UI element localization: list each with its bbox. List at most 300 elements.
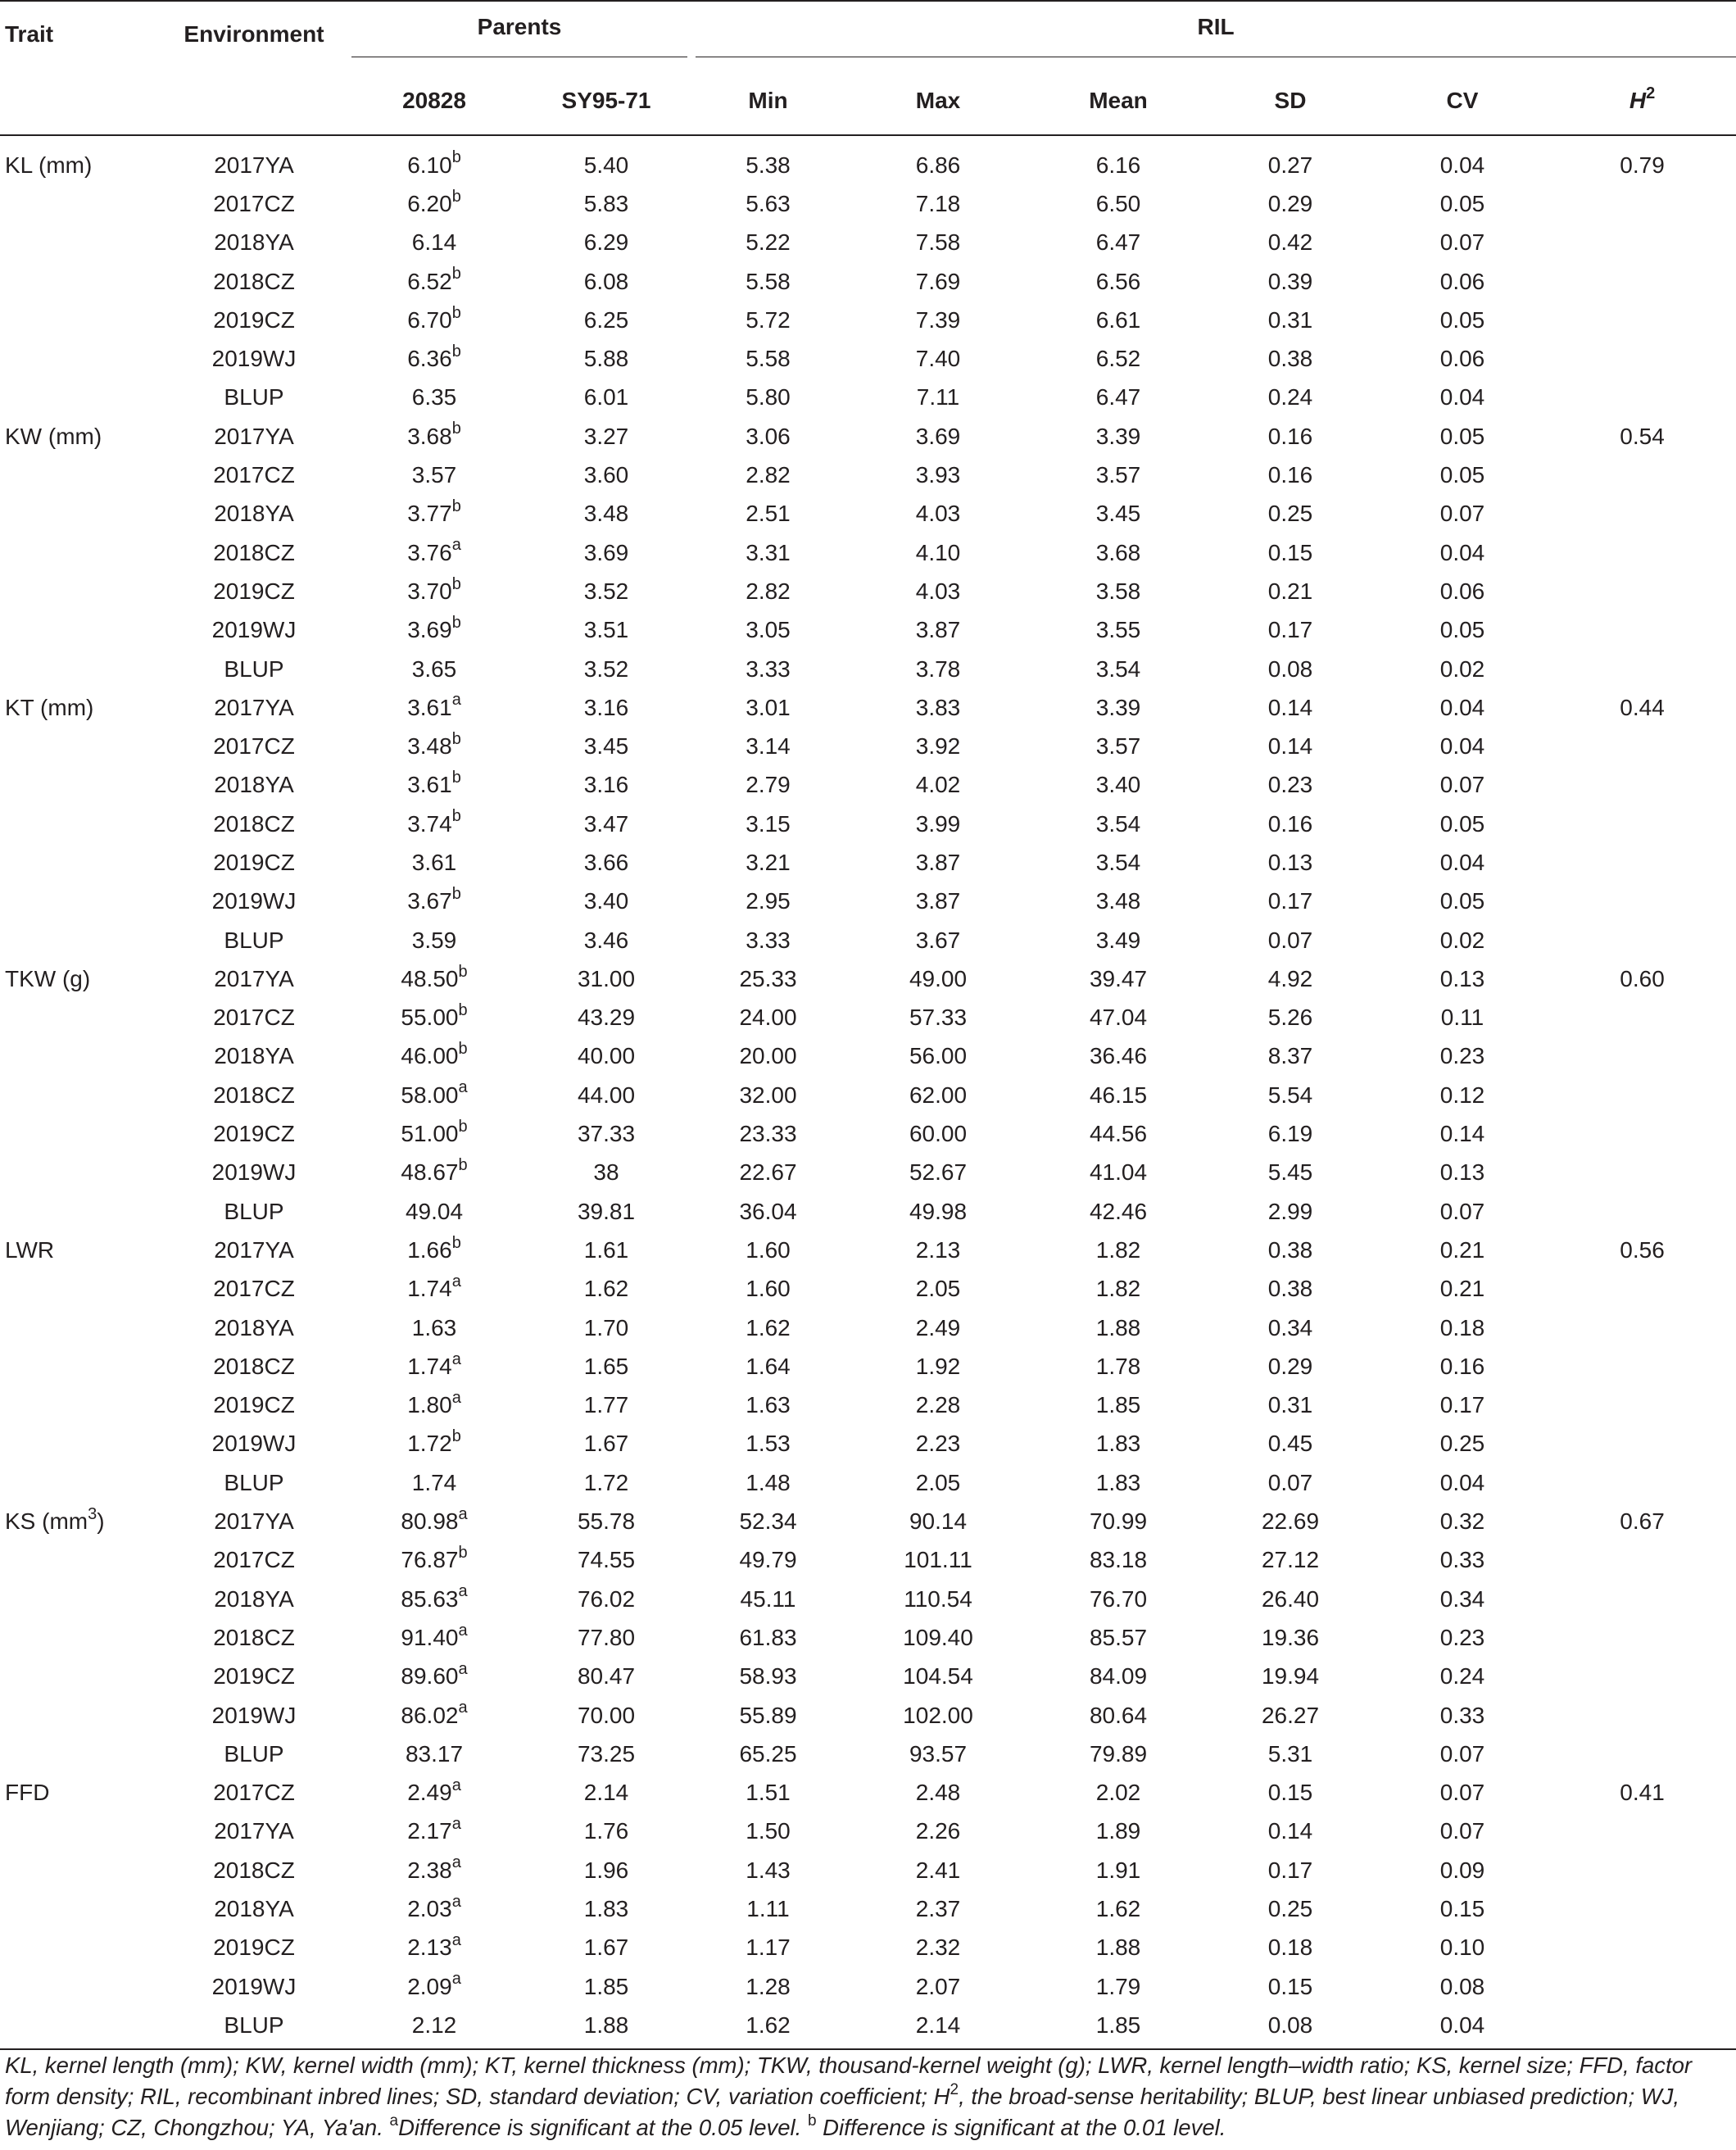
cell-p2 — [520, 999, 692, 1037]
value-p2: 5.83 — [583, 190, 629, 216]
value-cv: 0.16 — [1439, 1353, 1485, 1379]
cell-p2 — [520, 688, 692, 727]
cell-trait — [0, 1618, 160, 1657]
cell-h2 — [1548, 135, 1736, 184]
value-max: 3.99 — [915, 810, 961, 837]
value-min: 1.43 — [746, 1857, 791, 1883]
cell-h2 — [1548, 1076, 1736, 1114]
cell-p1 — [348, 611, 520, 650]
trait-label: KW (mm) — [5, 423, 102, 449]
value-p1: 3.69 — [407, 617, 452, 643]
value-max: 7.58 — [915, 229, 961, 256]
table-row — [0, 379, 1736, 417]
value-sd: 5.31 — [1267, 1740, 1313, 1767]
cell-trait — [0, 727, 160, 765]
cell-h2 — [1548, 999, 1736, 1037]
cell-max — [844, 766, 1032, 805]
cell-sd — [1204, 1114, 1376, 1153]
value-p2: 1.67 — [583, 1935, 629, 1961]
cell-p1 — [348, 1231, 520, 1269]
cell-mean — [1032, 1114, 1204, 1153]
value-sd: 0.08 — [1267, 2012, 1313, 2038]
cell-p1 — [348, 1929, 520, 1967]
table-row — [0, 456, 1736, 494]
cell-cv — [1376, 999, 1548, 1037]
cell-cv — [1376, 533, 1548, 572]
value-min: 58.93 — [739, 1663, 797, 1690]
cell-max — [844, 727, 1032, 765]
cell-max — [844, 1425, 1032, 1463]
cell-h2 — [1548, 1658, 1736, 1696]
value-cv: 0.25 — [1439, 1431, 1485, 1457]
cell-mean — [1032, 301, 1204, 339]
cell-min — [692, 1929, 844, 1967]
value-p1: 1.80 — [407, 1392, 452, 1418]
cell-h2 — [1548, 766, 1736, 805]
cell-max — [844, 1812, 1032, 1851]
cell-h2 — [1548, 843, 1736, 882]
cell-p2 — [520, 1696, 692, 1735]
value-max: 1.92 — [915, 1353, 961, 1379]
value-mean: 1.82 — [1095, 1276, 1141, 1302]
significance-superscript: b — [451, 265, 461, 283]
cell-p2 — [520, 959, 692, 998]
cell-trait — [0, 1851, 160, 1889]
cell-p2 — [520, 1154, 692, 1192]
value-p2: 1.67 — [583, 1431, 629, 1457]
header-sd: SD — [1204, 67, 1376, 135]
cell-env — [160, 1037, 348, 1076]
cell-min — [692, 224, 844, 262]
significance-superscript: b — [458, 1156, 468, 1175]
cell-cv — [1376, 379, 1548, 417]
significance-superscript: b — [458, 1117, 468, 1136]
value-mean: 3.68 — [1095, 539, 1141, 565]
cell-env — [160, 611, 348, 650]
value-p2: 3.16 — [583, 772, 629, 798]
cell-mean — [1032, 533, 1204, 572]
value-min: 3.15 — [746, 810, 791, 837]
cell-mean — [1032, 1231, 1204, 1269]
value-p1: 3.48 — [407, 733, 452, 760]
value-p1: 2.38 — [407, 1857, 452, 1883]
cell-sd — [1204, 1851, 1376, 1889]
cell-min — [692, 1851, 844, 1889]
value-mean: 3.54 — [1095, 849, 1141, 875]
value-p1: 2.49 — [407, 1780, 452, 1806]
cell-mean — [1032, 417, 1204, 456]
value-mean: 3.57 — [1095, 733, 1141, 760]
cell-p1 — [348, 1618, 520, 1657]
cell-max — [844, 1735, 1032, 1773]
value-h2: 0.56 — [1620, 1236, 1665, 1263]
cell-p2 — [520, 533, 692, 572]
table-row — [0, 1270, 1736, 1309]
value-min: 45.11 — [740, 1585, 796, 1612]
cell-h2 — [1548, 1347, 1736, 1386]
significance-superscript: b — [451, 303, 461, 322]
cell-p1 — [348, 1347, 520, 1386]
value-min: 3.14 — [746, 733, 791, 760]
cell-h2 — [1548, 1967, 1736, 2006]
value-max: 6.86 — [915, 152, 961, 178]
header-mean: Mean — [1032, 67, 1204, 135]
cell-h2 — [1548, 533, 1736, 572]
cell-cv — [1376, 1309, 1548, 1347]
cell-h2 — [1548, 1231, 1736, 1269]
cell-min — [692, 184, 844, 223]
cell-mean — [1032, 1812, 1204, 1851]
cell-min — [692, 1889, 844, 1928]
cell-trait — [0, 224, 160, 262]
cell-sd — [1204, 921, 1376, 959]
cell-max — [844, 882, 1032, 921]
value-mean: 2.02 — [1095, 1780, 1141, 1806]
cell-max — [844, 495, 1032, 533]
value-p2: 3.52 — [583, 578, 629, 604]
cell-p1 — [348, 1463, 520, 1502]
value-sd: 0.29 — [1267, 1353, 1313, 1379]
cell-h2 — [1548, 1502, 1736, 1540]
cell-cv — [1376, 1425, 1548, 1463]
value-sd: 0.15 — [1267, 1780, 1313, 1806]
cell-h2 — [1548, 1696, 1736, 1735]
cell-env — [160, 1192, 348, 1231]
cell-p2 — [520, 1851, 692, 1889]
value-max: 7.18 — [915, 190, 961, 216]
cell-trait — [0, 417, 160, 456]
significance-superscript: a — [458, 1621, 468, 1640]
cell-cv — [1376, 224, 1548, 262]
value-p1: 1.74 — [407, 1353, 452, 1379]
value-p1: 6.14 — [411, 229, 457, 256]
cell-env — [160, 766, 348, 805]
cell-mean — [1032, 1889, 1204, 1928]
value-mean: 3.48 — [1095, 888, 1141, 914]
cell-mean — [1032, 1270, 1204, 1309]
value-mean: 80.64 — [1089, 1702, 1148, 1728]
trait-label: KL (mm) — [5, 152, 93, 178]
cell-p2 — [520, 1541, 692, 1580]
cell-min — [692, 1812, 844, 1851]
cell-min — [692, 1270, 844, 1309]
cell-max — [844, 1154, 1032, 1192]
cell-p1 — [348, 533, 520, 572]
cell-trait — [0, 1463, 160, 1502]
value-mean: 1.83 — [1095, 1431, 1141, 1457]
significance-superscript: b — [451, 574, 461, 593]
cell-env — [160, 1929, 348, 1967]
trait-label: TKW (g) — [5, 965, 91, 991]
value-cv: 0.07 — [1439, 1818, 1485, 1844]
cell-min — [692, 1580, 844, 1618]
cell-cv — [1376, 843, 1548, 882]
cell-p1 — [348, 805, 520, 843]
value-env: 2017YA — [214, 1818, 294, 1844]
cell-sd — [1204, 2006, 1376, 2048]
value-cv: 0.04 — [1439, 152, 1485, 178]
cell-mean — [1032, 339, 1204, 378]
cell-p1 — [348, 1270, 520, 1309]
cell-env — [160, 2006, 348, 2048]
cell-min — [692, 650, 844, 688]
cell-max — [844, 1270, 1032, 1309]
cell-p2 — [520, 184, 692, 223]
value-env: 2019CZ — [213, 1392, 295, 1418]
value-env: 2019WJ — [211, 1159, 297, 1186]
cell-max — [844, 1967, 1032, 2006]
value-p1: 2.13 — [407, 1935, 452, 1961]
cell-mean — [1032, 495, 1204, 533]
value-sd: 0.45 — [1267, 1431, 1313, 1457]
cell-env — [160, 224, 348, 262]
cell-env — [160, 262, 348, 301]
cell-trait — [0, 1735, 160, 1773]
cell-mean — [1032, 135, 1204, 184]
cell-env — [160, 1114, 348, 1153]
cell-mean — [1032, 1658, 1204, 1696]
value-p2: 3.45 — [583, 733, 629, 760]
cell-p2 — [520, 611, 692, 650]
cell-min — [692, 1463, 844, 1502]
cell-cv — [1376, 339, 1548, 378]
value-mean: 1.88 — [1095, 1314, 1141, 1340]
footnote-text-2: , the broad-sense heritability; BLUP, best linear unbiased prediction; WJ, Wenjiang; CZ, Chongzhou; YA, Ya'an. — [5, 2084, 1680, 2140]
value-min: 1.53 — [746, 1431, 791, 1457]
value-mean: 46.15 — [1089, 1082, 1148, 1108]
value-cv: 0.24 — [1439, 1663, 1485, 1690]
cell-mean — [1032, 999, 1204, 1037]
value-mean: 6.47 — [1095, 229, 1141, 256]
cell-max — [844, 417, 1032, 456]
cell-mean — [1032, 1967, 1204, 2006]
value-max: 56.00 — [909, 1043, 968, 1069]
value-mean: 3.54 — [1095, 810, 1141, 837]
cell-p1 — [348, 959, 520, 998]
value-mean: 83.18 — [1089, 1547, 1148, 1573]
cell-sd — [1204, 533, 1376, 572]
value-max: 101.11 — [904, 1547, 972, 1573]
cell-sd — [1204, 224, 1376, 262]
cell-p2 — [520, 1618, 692, 1657]
cell-max — [844, 921, 1032, 959]
cell-sd — [1204, 495, 1376, 533]
cell-mean — [1032, 262, 1204, 301]
value-max: 2.32 — [915, 1935, 961, 1961]
cell-p2 — [520, 1658, 692, 1696]
cell-mean — [1032, 1037, 1204, 1076]
value-cv: 0.23 — [1439, 1043, 1485, 1069]
value-mean: 3.55 — [1095, 617, 1141, 643]
cell-env — [160, 135, 348, 184]
cell-min — [692, 1658, 844, 1696]
value-p2: 2.14 — [583, 1780, 629, 1806]
value-sd: 6.19 — [1267, 1121, 1313, 1147]
cell-mean — [1032, 1735, 1204, 1773]
cell-h2 — [1548, 262, 1736, 301]
value-p2: 3.48 — [583, 501, 629, 527]
cell-p2 — [520, 1037, 692, 1076]
significance-superscript: b — [458, 1040, 468, 1059]
cell-min — [692, 1076, 844, 1114]
value-sd: 27.12 — [1261, 1547, 1320, 1573]
cell-mean — [1032, 688, 1204, 727]
header-parent-sy95-71: SY95-71 — [520, 67, 692, 135]
cell-sd — [1204, 1076, 1376, 1114]
cell-h2 — [1548, 495, 1736, 533]
cell-sd — [1204, 1735, 1376, 1773]
value-cv: 0.04 — [1439, 384, 1485, 410]
value-env: 2019CZ — [213, 1121, 295, 1147]
value-max: 7.39 — [915, 306, 961, 333]
significance-superscript: a — [451, 1349, 461, 1368]
value-mean: 1.79 — [1095, 1973, 1141, 1999]
cell-p2 — [520, 135, 692, 184]
cell-max — [844, 456, 1032, 494]
cell-trait — [0, 135, 160, 184]
value-env: 2019WJ — [211, 1973, 297, 1999]
table-row — [0, 224, 1736, 262]
value-p2: 37.33 — [577, 1121, 636, 1147]
cell-max — [844, 959, 1032, 998]
cell-min — [692, 417, 844, 456]
value-p2: 31.00 — [577, 965, 636, 991]
value-env: 2017YA — [214, 1508, 294, 1535]
value-max: 2.05 — [915, 1276, 961, 1302]
value-min: 1.48 — [746, 1469, 791, 1495]
value-env: 2017YA — [214, 152, 294, 178]
cell-p1 — [348, 1812, 520, 1851]
value-env: 2019WJ — [211, 1431, 297, 1457]
value-p2: 1.72 — [583, 1469, 629, 1495]
cell-sd — [1204, 417, 1376, 456]
cell-h2 — [1548, 1154, 1736, 1192]
table-row — [0, 999, 1736, 1037]
value-sd: 0.15 — [1267, 539, 1313, 565]
cell-p1 — [348, 1037, 520, 1076]
value-mean: 3.58 — [1095, 578, 1141, 604]
value-p2: 40.00 — [577, 1043, 636, 1069]
cell-trait — [0, 495, 160, 533]
value-sd: 19.94 — [1261, 1663, 1320, 1690]
cell-env — [160, 1812, 348, 1851]
trait-unit-superscript: 3 — [88, 1504, 97, 1523]
cell-h2 — [1548, 1463, 1736, 1502]
table-row — [0, 766, 1736, 805]
header-trait: Trait — [0, 1, 160, 67]
value-sd: 0.31 — [1267, 1392, 1313, 1418]
header-ril-group — [692, 1, 1736, 67]
cell-p2 — [520, 2006, 692, 2048]
cell-trait — [0, 1347, 160, 1386]
value-p2: 1.85 — [583, 1973, 629, 1999]
cell-mean — [1032, 1618, 1204, 1657]
value-min: 49.79 — [739, 1547, 797, 1573]
value-sd: 2.99 — [1267, 1198, 1313, 1224]
value-min: 1.11 — [746, 1896, 790, 1921]
value-p1: 1.63 — [411, 1314, 457, 1340]
value-cv: 0.11 — [1440, 1005, 1484, 1031]
value-mean: 36.46 — [1089, 1043, 1148, 1069]
h2-superscript: 2 — [1646, 84, 1656, 102]
value-mean: 3.49 — [1095, 927, 1141, 953]
value-max: 3.83 — [915, 694, 961, 720]
cell-max — [844, 1037, 1032, 1076]
value-max: 4.02 — [915, 772, 961, 798]
table-row — [0, 1347, 1736, 1386]
value-mean: 84.09 — [1089, 1663, 1148, 1690]
cell-trait — [0, 1114, 160, 1153]
value-cv: 0.32 — [1439, 1508, 1485, 1535]
table-row — [0, 1192, 1736, 1231]
cell-max — [844, 339, 1032, 378]
cell-p2 — [520, 1231, 692, 1269]
value-max: 57.33 — [909, 1005, 968, 1031]
cell-h2 — [1548, 1541, 1736, 1580]
value-max: 2.37 — [915, 1896, 961, 1921]
cell-cv — [1376, 456, 1548, 494]
value-p1: 49.04 — [405, 1198, 464, 1224]
cell-sd — [1204, 766, 1376, 805]
value-p2: 1.76 — [583, 1818, 629, 1844]
significance-superscript: a — [451, 1388, 461, 1407]
value-env: 2019WJ — [211, 346, 297, 372]
cell-env — [160, 1696, 348, 1735]
value-min: 1.50 — [746, 1818, 791, 1844]
cell-cv — [1376, 1386, 1548, 1425]
cell-sd — [1204, 1463, 1376, 1502]
value-max: 3.69 — [915, 423, 961, 449]
value-cv: 0.07 — [1439, 229, 1485, 256]
cell-min — [692, 1154, 844, 1192]
value-cv: 0.23 — [1439, 1624, 1485, 1650]
cell-p2 — [520, 1502, 692, 1540]
value-env: 2017CZ — [213, 1005, 295, 1031]
cell-trait — [0, 1889, 160, 1928]
cell-sd — [1204, 1347, 1376, 1386]
value-min: 5.80 — [746, 384, 791, 410]
cell-p1 — [348, 224, 520, 262]
cell-p1 — [348, 843, 520, 882]
value-sd: 0.16 — [1267, 810, 1313, 837]
value-p2: 73.25 — [577, 1740, 636, 1767]
value-env: 2017CZ — [213, 1547, 295, 1573]
table-row — [0, 882, 1736, 921]
value-env: 2019CZ — [213, 306, 295, 333]
cell-cv — [1376, 1502, 1548, 1540]
cell-min — [692, 1192, 844, 1231]
cell-cv — [1376, 135, 1548, 184]
significance-superscript: a — [458, 1078, 468, 1097]
cell-h2 — [1548, 921, 1736, 959]
cell-trait — [0, 650, 160, 688]
cell-p1 — [348, 301, 520, 339]
value-p2: 1.62 — [583, 1276, 629, 1302]
table-row — [0, 843, 1736, 882]
cell-h2 — [1548, 1270, 1736, 1309]
cell-max — [844, 650, 1032, 688]
cell-sd — [1204, 1154, 1376, 1192]
cell-env — [160, 1270, 348, 1309]
cell-p1 — [348, 1735, 520, 1773]
value-mean: 1.83 — [1095, 1469, 1141, 1495]
table-row — [0, 1154, 1736, 1192]
cell-trait — [0, 572, 160, 610]
cell-p2 — [520, 1347, 692, 1386]
cell-env — [160, 921, 348, 959]
value-p1: 6.35 — [411, 384, 457, 410]
value-mean: 3.45 — [1095, 501, 1141, 527]
